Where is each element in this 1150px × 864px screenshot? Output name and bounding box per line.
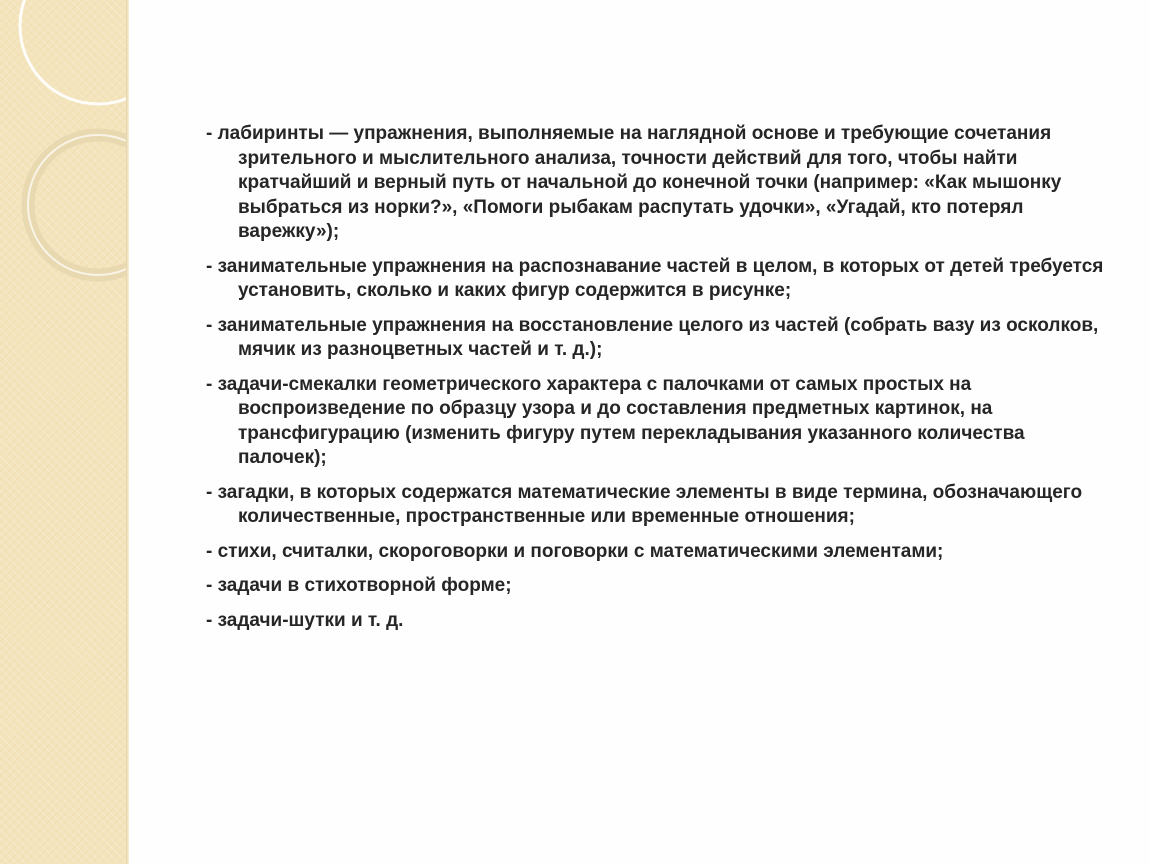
list-item-riddles: - загадки, в которых содержатся математические элементы в виде термина, обозначающего количественные, пространственные или временные отношения; [206,481,1083,527]
list-item-restoring-whole: - занимательные упражнения на восстановление целого из частей (собрать вазу из осколков, мячик из разноцветных частей и т. д.); [206,314,1099,360]
list-item-labyrinths: - лабиринты — упражнения, выполняемые на наглядной основе и требующие сочетания зрительного и мыслительного анализа, точности действий для того, чтобы найти кратчайший и верный путь от начальной до конечной точки (например: «Как мышонку выбраться из норки?», «Помоги рыбакам распутать удочки», «Угадай, кто потерял варежку»); [206,123,1062,242]
slide-body [206,122,1111,643]
strip-edge-divider [126,0,129,864]
decorative-side-strip [0,0,126,864]
list-item-stick-puzzles: - задачи-смекалки геометрического характера с палочками от самых простых на воспроизведение по образцу узора и до составления предметных картинок, на трансфигурацию (изменить фигуру путем перекладывания указанного количества палочек); [206,373,1025,468]
list-item-verse-tasks: - задачи в стихотворной форме; [206,575,512,596]
list-item-joke-tasks: - задачи-шутки и т. д. [206,609,404,631]
decorative-circles [0,0,126,864]
list-item-recognizing-parts: - занимательные упражнения на распознавание частей в целом, в которых от детей требуется установить, сколько и каких фигур содержится в рисунке; [206,255,1104,301]
list-item-poems: - стихи, считалки, скороговорки и поговорки с математическими элементами; [206,540,944,562]
